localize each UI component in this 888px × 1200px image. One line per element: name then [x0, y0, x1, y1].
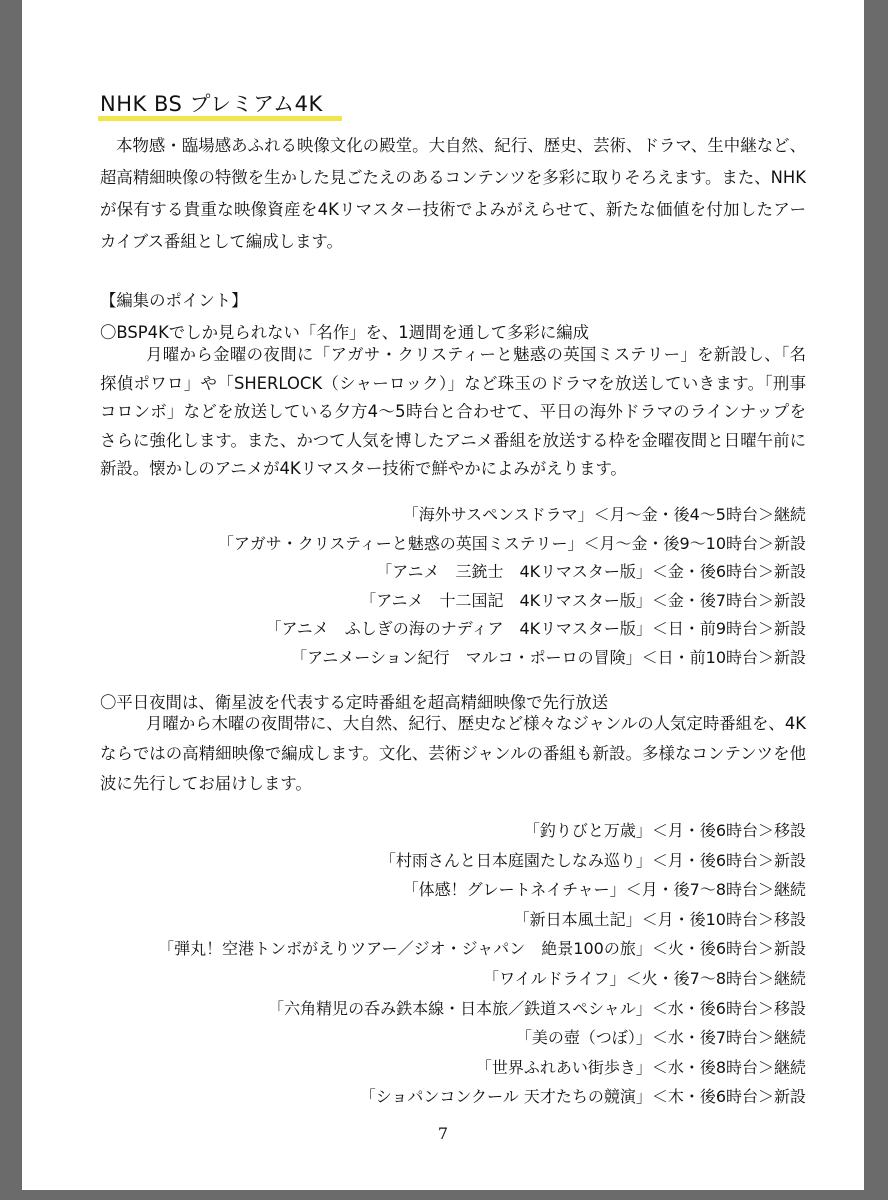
points-heading: 【編集のポイント】: [100, 291, 248, 310]
program-item: 「新日本風土記」＜月・後10時台＞移設: [513, 909, 806, 929]
program-item: 「アニメ ふしぎの海のナディア 4Kリマスター版」＜日・前9時台＞新設: [265, 619, 806, 638]
section1-heading: 〇BSP4Kでしか見られない「名作」を、1週間を通して多彩に編成: [100, 323, 590, 342]
program-item: 「六角精児の呑み鉄本線・日本旅／鉄道スペシャル」＜水・後6時台＞移設: [268, 998, 806, 1018]
program-item: 「弾丸！空港トンボがえりツアー／ジオ・ジャパン 絶景100の旅」＜火・後6時台＞新設: [158, 939, 806, 959]
section2-body: 月曜から木曜の夜間帯に、大自然、紀行、歴史など様々なジャンルの人気定時番組を、4Kならではの高精細映像で編成します。文化、芸術ジャンルの番組も新設。多様なコンテンツを他波に先行してお届けします。: [100, 714, 806, 793]
program-item: 「村雨さんと日本庭園たしなみ巡り」＜月・後6時台＞新設: [379, 850, 806, 870]
section2-heading: 〇平日夜間は、衛星波を代表する定時番組を超高精細映像で先行放送: [100, 693, 609, 712]
section2-program-list: [158, 816, 806, 1112]
program-item: 「ワイルドライフ」＜火・後7～8時台＞継続: [483, 968, 806, 988]
program-item: 「アニメーション紀行 マルコ・ポーロの冒険」＜日・前10時台＞新設: [291, 647, 806, 667]
intro-paragraph: 本物感・臨場感あふれる映像文化の殿堂。大自然、紀行、歴史、芸術、ドラマ、生中継など、超高精細映像の特徴を生かした見ごたえのあるコンテンツを多彩に取りそろえます。また、NHKが保有する貴重な映像資産を4Kリマスター技術でよみがえらせて、新たな価値を付加したアーカイブス番組として編成します。: [100, 136, 806, 251]
program-item: 「世界ふれあい街歩き」＜水・後8時台＞継続: [475, 1057, 806, 1077]
program-item: 「海外サスペンスドラマ」＜月～金・後4～5時台＞継続: [402, 505, 806, 524]
section1-body: 月曜から金曜の夜間に「アガサ・クリスティーと魅惑の英国ミステリー」を新設し、「名探偵ポワロ」や「SHERLOCK（シャーロック）」など珠玉のドラマを放送していきます。「刑事コロンボ」などを放送している夕方4～5時台と合わせて、平日の海外ドラマのラインナップをさらに強化します。また、かつて人気を博したアニメ番組を放送する枠を金曜夜間と日曜午前に新設。懐かしのアニメが4Kリマスター技術で鮮やかによみがえります。: [100, 345, 806, 478]
program-item: 「体感！グレートネイチャー」＜月・後7～8時台＞継続: [402, 880, 806, 900]
program-item: 「アニメ 三銃士 4Kリマスター版」＜金・後6時台＞新設: [376, 562, 806, 581]
section1-program-list: [218, 501, 806, 672]
page-number: 7: [437, 1124, 449, 1143]
program-item: 「釣りびと万歳」＜月・後6時台＞移設: [523, 821, 806, 840]
program-item: 「美の壺（つぼ）」＜水・後7時台＞継続: [515, 1028, 806, 1048]
page-title: NHK BS プレミアム4K: [100, 92, 323, 116]
program-item: 「ショパンコンクール 天才たちの競演」＜木・後6時台＞新設: [359, 1087, 806, 1107]
title-highlight: [98, 116, 342, 121]
program-item: 「アガサ・クリスティーと魅惑の英国ミステリー」＜月～金・後9～10時台＞新設: [217, 533, 806, 553]
program-item: 「アニメ 十二国記 4Kリマスター版」＜金・後7時台＞新設: [360, 590, 806, 610]
document-page: [22, 0, 864, 1190]
